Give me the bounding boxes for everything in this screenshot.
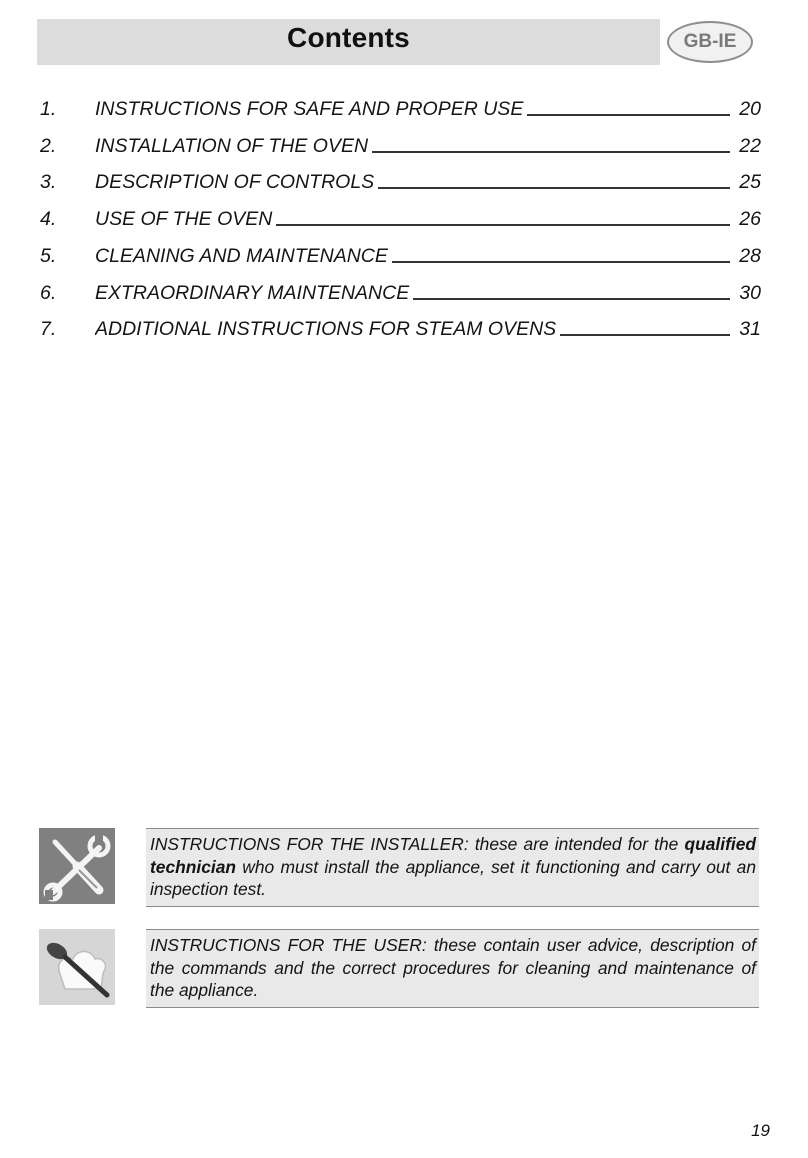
region-badge-label: GB-IE xyxy=(683,31,737,52)
toc-title: CLEANING AND MAINTENANCE xyxy=(95,244,388,267)
installer-notice-emphasis: qualified technician xyxy=(150,834,756,877)
toc-leader xyxy=(378,187,730,189)
toc-title: INSTALLATION OF THE OVEN xyxy=(95,134,369,157)
toc-page: 26 xyxy=(739,208,761,231)
toc-title: ADDITIONAL INSTRUCTIONS FOR STEAM OVENS xyxy=(95,318,557,341)
toc-leader xyxy=(392,261,730,263)
toc-number: 4. xyxy=(40,208,57,231)
toc-number: 2. xyxy=(40,134,57,157)
toc-number: 5. xyxy=(40,244,57,267)
toc-entry-1[interactable] xyxy=(0,96,808,126)
page-title: Contents xyxy=(287,22,410,53)
toc-entry-4[interactable] xyxy=(0,206,808,236)
toc-entry-7[interactable] xyxy=(0,316,808,346)
toc-leader xyxy=(276,224,730,226)
toc-page: 30 xyxy=(739,281,761,304)
toc-title: EXTRAORDINARY MAINTENANCE xyxy=(95,281,410,304)
wrench-screwdriver-icon xyxy=(39,828,115,904)
installer-notice-text-start: INSTRUCTIONS FOR THE INSTALLER: these are intended for the xyxy=(150,834,685,854)
toc-title: INSTRUCTIONS FOR SAFE AND PROPER USE xyxy=(95,98,524,120)
toc-title: USE OF THE OVEN xyxy=(95,208,273,231)
toc-number: 1. xyxy=(40,98,57,120)
toc-leader xyxy=(560,334,730,336)
toc-entry-3[interactable] xyxy=(0,169,808,199)
toc-number: 7. xyxy=(40,318,57,341)
toc-number: 6. xyxy=(40,281,57,304)
toc-title: DESCRIPTION OF CONTROLS xyxy=(95,171,375,194)
toc-entry-6[interactable] xyxy=(0,280,808,310)
region-badge xyxy=(667,21,753,63)
toc-leader xyxy=(413,298,730,300)
spoon-chef-hat-icon xyxy=(39,929,115,1005)
toc-page: 22 xyxy=(739,134,761,157)
installer-notice-text xyxy=(146,828,759,907)
toc-entry-5[interactable] xyxy=(0,243,808,273)
toc-number: 3. xyxy=(40,171,57,194)
toc-page: 20 xyxy=(739,98,761,120)
page-number: 19 xyxy=(751,1121,770,1140)
toc-leader xyxy=(372,151,730,153)
toc-leader xyxy=(527,114,730,116)
title-bar xyxy=(37,19,660,65)
toc-page: 28 xyxy=(739,244,761,267)
toc-page: 25 xyxy=(739,171,761,194)
user-notice-text: INSTRUCTIONS FOR THE USER: these contain user advice, description of the commands and the correct procedures for cleaning and maintenance of the appliance. xyxy=(146,929,759,1008)
toc-page: 31 xyxy=(739,318,761,341)
installer-notice-text-end: who must install the appliance, set it functioning and carry out an inspection test. xyxy=(150,856,756,899)
toc-entry-2[interactable] xyxy=(0,133,808,163)
